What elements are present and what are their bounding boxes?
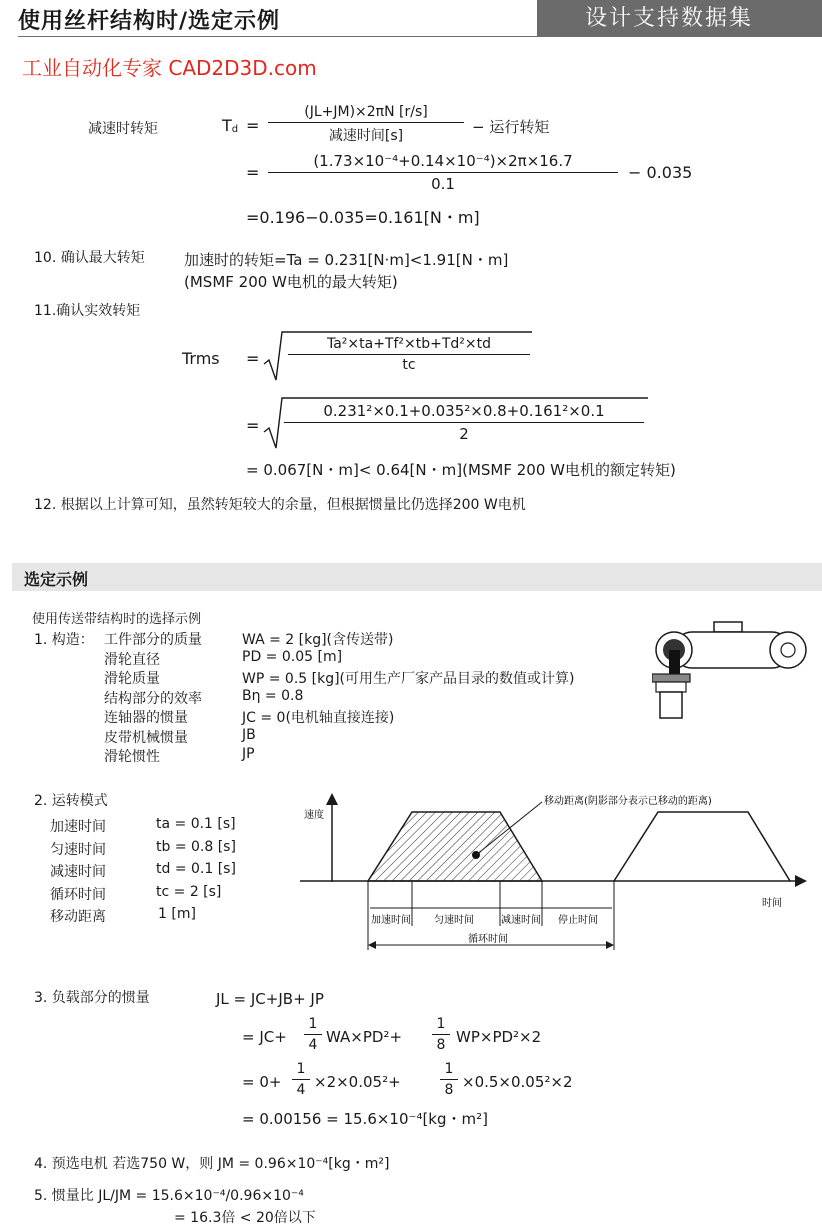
param-name: 滑轮惯性: [104, 749, 160, 765]
inertia-l3-frac1: [292, 1061, 310, 1098]
y-axis-label: 速度: [304, 810, 324, 821]
const-time-label: 匀速时间: [434, 915, 474, 926]
fraction-denominator: 0.1: [431, 175, 455, 193]
step11-label: 11.确认实效转矩: [34, 303, 141, 319]
inertia-l2-frac1: [304, 1016, 322, 1053]
inertia-result: = 0.00156 = 15.6×10⁻⁴[kg・m²]: [242, 1110, 488, 1128]
decel-fraction-2: [268, 152, 618, 193]
fraction-numerator: 0.231²×0.1+0.035²×0.8+0.161²×0.1: [323, 402, 605, 420]
example-intro: 使用传送带结构时的选择示例: [32, 612, 202, 627]
step10-line1: 加速时的转矩=Ta = 0.231[N·m]<1.91[N・m]: [184, 251, 509, 269]
param-value: JB: [242, 726, 256, 743]
op-param-value: td = 0.1 [s]: [156, 861, 236, 877]
trms-equals: =: [246, 349, 260, 368]
inertia-l2-frac2: [432, 1016, 450, 1053]
td-symbol: Td: [222, 116, 239, 135]
fraction-numerator: 1: [296, 1061, 306, 1077]
step5-line2: = 16.3倍 < 20倍以下: [174, 1210, 316, 1226]
decel-fraction-1: [268, 104, 464, 145]
op-param-value: ta = 0.1 [s]: [156, 816, 236, 832]
motion-profile-diagram: [296, 790, 812, 960]
fraction-denominator: 4: [296, 1082, 306, 1098]
op-param-value: tc = 2 [s]: [156, 883, 222, 900]
brand-text: 工业自动化专家 CAD2D3D.com: [22, 56, 317, 80]
fraction-numerator: Ta²×ta+Tf²×tb+Td²×td: [326, 336, 492, 352]
structure-label: 1. 构造：: [34, 632, 94, 648]
param-value: WA = 2 [kg](含传送带): [242, 632, 394, 648]
trms-symbol: Trms: [182, 349, 220, 368]
x-axis-label: 时间: [762, 898, 782, 909]
param-name: 连轴器的惯量: [104, 710, 188, 726]
decel-tail-1: − 运行转矩: [472, 118, 550, 136]
inertia-line2b: WA×PD²+: [326, 1028, 403, 1046]
param-name: 工件部分的质量: [104, 632, 202, 648]
decel-time-label: 减速时间: [501, 915, 541, 926]
decel-equals-2: =: [246, 163, 260, 182]
op-param-name: 减速时间: [50, 864, 106, 880]
step10-line2: (MSMF 200 W电机的最大转矩): [184, 273, 398, 291]
page-title: 使用丝杆结构时/选定示例: [18, 9, 281, 34]
param-name: 结构部分的效率: [104, 690, 202, 707]
step10-label: 10. 确认最大转矩: [34, 250, 145, 266]
next-cycle-profile: [614, 812, 790, 881]
header-banner: 设计支持数据集: [537, 0, 822, 36]
fraction-bar: [432, 1034, 450, 1035]
op-param-name: 移动距离: [50, 909, 106, 925]
section-title: 选定示例: [24, 570, 89, 589]
fraction-denominator: 减速时间[s]: [328, 128, 404, 144]
cycle-time-label: 循环时间: [468, 934, 508, 945]
fraction-bar: [292, 1079, 310, 1080]
decel-tail-2: − 0.035: [628, 163, 693, 182]
distance-annotation: 移动距离(阴影部分表示已移动的距离): [544, 796, 712, 807]
inertia-label: 3. 负载部分的惯量: [34, 990, 150, 1006]
inertia-line3b: ×2×0.05²+: [314, 1073, 401, 1091]
fraction-numerator: 1: [436, 1016, 446, 1032]
decel-label: 减速时转矩: [88, 121, 158, 137]
stop-time-label: 停止时间: [558, 915, 598, 926]
fraction-denominator: 2: [459, 425, 469, 443]
fraction-denominator: 4: [308, 1037, 318, 1053]
accel-time-label: 加速时间: [371, 915, 411, 926]
inertia-line1: JL = JC+JB+ JP: [216, 990, 324, 1008]
op-param-name: 匀速时间: [50, 841, 106, 858]
fraction-bar: [288, 354, 530, 355]
inertia-l3-frac2: [440, 1061, 458, 1098]
fraction-numerator: (1.73×10⁻⁴+0.14×10⁻⁴)×2π×16.7: [313, 152, 573, 170]
param-name: 滑轮直径: [104, 651, 160, 668]
fraction-bar: [268, 122, 464, 123]
param-value: JC = 0(电机轴直接连接): [242, 710, 395, 726]
trms-equals-2: =: [246, 416, 260, 435]
param-value: WP = 0.5 [kg](可用生产厂家产品目录的数值或计算): [242, 671, 575, 687]
fraction-numerator: (JL+JM)×2πN [r/s]: [304, 104, 428, 120]
inertia-line2a: = JC+: [242, 1028, 287, 1046]
inertia-line3a: = 0+: [242, 1073, 282, 1091]
op-param-name: 循环时间: [50, 886, 106, 903]
fraction-numerator: 1: [444, 1061, 454, 1077]
trms-result: = 0.067[N・m]< 0.64[N・m](MSMF 200 W电机的额定转矩): [246, 461, 676, 479]
header-divider: [18, 36, 822, 37]
fraction-denominator: 8: [444, 1082, 454, 1098]
op-param-value: tb = 0.8 [s]: [156, 838, 236, 855]
section-header: [12, 563, 822, 591]
inertia-line3c: ×0.5×0.05²×2: [462, 1073, 573, 1091]
fraction-bar: [284, 422, 644, 423]
conveyor-illustration-icon: [652, 618, 812, 722]
step12-text: 12. 根据以上计算可知，虽然转矩较大的余量，但根据惯量比仍选择200 W电机: [34, 497, 526, 513]
decel-result: =0.196−0.035=0.161[N・m]: [246, 208, 480, 227]
td-equals: =: [246, 116, 260, 135]
op-param-name: 加速时间: [50, 819, 106, 835]
op-param-value: 1 [m]: [158, 906, 196, 922]
fraction-denominator: 8: [436, 1037, 446, 1053]
step5-line1: 5. 惯量比 JL/JM = 15.6×10⁻⁴/0.96×10⁻⁴: [34, 1188, 304, 1204]
op-mode-label: 2. 运转模式: [34, 793, 108, 809]
fraction-denominator: tc: [402, 357, 416, 373]
param-value: JP: [242, 746, 255, 762]
fraction-bar: [268, 172, 618, 173]
param-value: Bη = 0.8: [242, 687, 304, 704]
param-value: PD = 0.05 [m]: [242, 648, 343, 665]
param-name: 滑轮质量: [104, 671, 160, 687]
step4-text: 4. 预选电机 若选750 W，则 JM = 0.96×10⁻⁴[kg・m²]: [34, 1156, 390, 1172]
fraction-numerator: 1: [308, 1016, 318, 1032]
fraction-bar: [440, 1079, 458, 1080]
inertia-line2c: WP×PD²×2: [456, 1028, 542, 1046]
trms-fraction-2: [284, 402, 644, 443]
trms-fraction-1: [288, 336, 530, 373]
param-name: 皮带机械惯量: [104, 729, 188, 746]
fraction-bar: [304, 1034, 322, 1035]
